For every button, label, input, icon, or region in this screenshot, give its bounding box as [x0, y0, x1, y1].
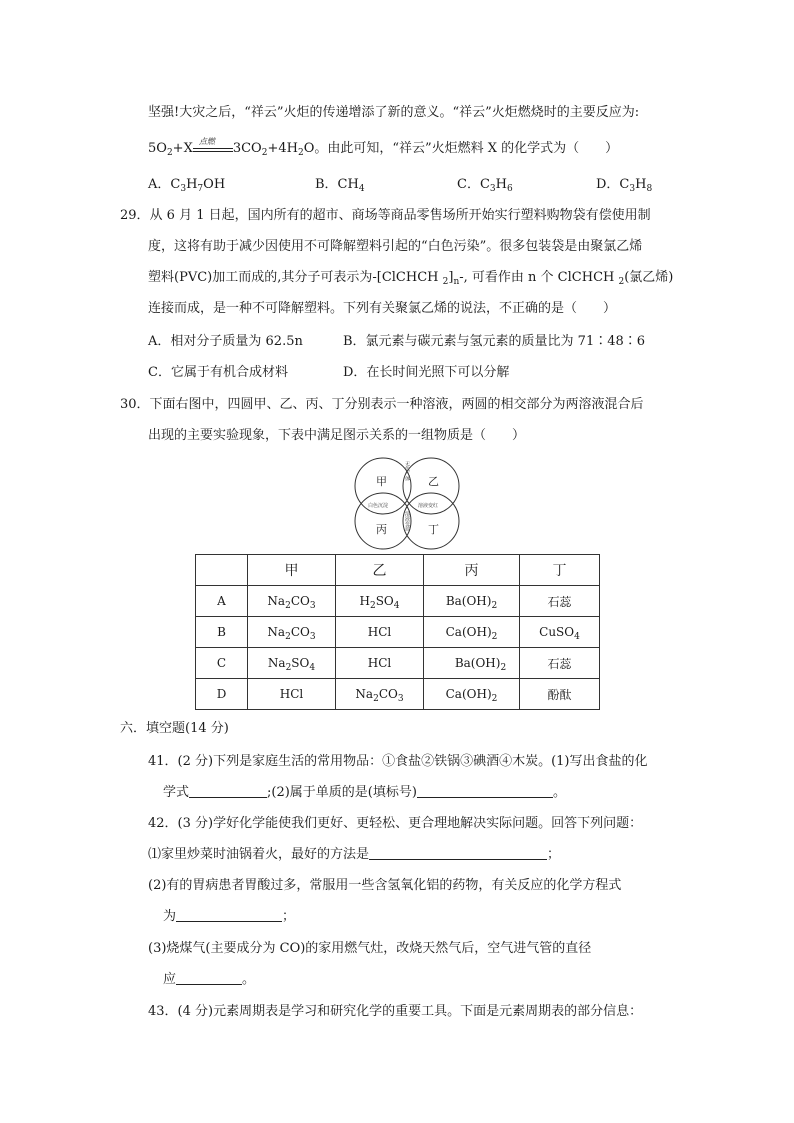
q30-line1: 30．下面右图中，四圆甲、乙、丙、丁分别表示一种溶液，两圆的相交部分为两溶液混合后: [120, 397, 644, 412]
answer-blank[interactable]: [176, 908, 282, 922]
q41-line2: 学式 ;(2)属于单质的是(填标号) 。: [163, 785, 566, 800]
table-header-cell: 丁: [520, 555, 600, 586]
label-ding: 丁: [428, 523, 439, 536]
q28-option-d: D．$C_3H_8$: [596, 177, 653, 194]
q29-line1: 29．从 6 月 1 日起，国内所有的超市、商场等商品零售场所开始实行塑料购物袋有偿使用制: [120, 208, 651, 223]
table-row: [196, 617, 600, 648]
q29-option-b: B．氯元素与碳元素与氢元素的质量比为 71∶48∶6: [343, 334, 646, 349]
q29-option-c: C．它属于有机合成材料: [148, 365, 288, 380]
table-row: [196, 648, 600, 679]
table-header-row: [196, 555, 600, 586]
answer-blank[interactable]: [417, 784, 553, 798]
label-jia: 甲: [376, 475, 387, 488]
q42-line2: ⑴家里炒菜时油锅着火，最好的方法是 ；: [148, 847, 561, 862]
row-key: C: [196, 648, 248, 679]
q43-line1: 43．(4 分)元素周期表是学习和研究化学的重要工具。下面是元素周期表的部分信息：: [148, 1004, 643, 1019]
q29-line3: 塑料(PVC)加工而成的,其分子可表示为-[ClCHCH $_2]_n-$, 可看作由 n 个 ClCHCH $_2$(氯乙烯): [148, 270, 674, 287]
q28-equation: $5O_2+X$ 点燃 $3CO_2+4H_2O$。由此可知，“祥云”火炬燃料 X 的化学式为（ ）: [148, 136, 619, 158]
options-table: [195, 554, 600, 710]
table-cell: $Ba(OH)_2$: [424, 648, 520, 679]
table-cell: $Na_2SO_4$: [248, 648, 336, 679]
overlap-right-text: 溶液变红: [418, 503, 439, 509]
q29-line4: 连接而成，是一种不可降解塑料。下列有关聚氯乙烯的说法，不正确的是（ ）: [148, 301, 617, 316]
table-header-cell: 乙: [336, 555, 424, 586]
table-cell: HCl: [248, 679, 336, 710]
q29-option-d: D．在长时间光照下可以分解: [343, 365, 510, 380]
table-header-cell: 甲: [248, 555, 336, 586]
table-cell: $Na_2CO_3$: [248, 617, 336, 648]
q28-option-c: C．$C_3H_6$: [457, 177, 513, 194]
q42-line5: (3)烧煤气(主要成分为 CO)的家用燃气灶，改烧天然气后，空气进气管的直径: [148, 941, 592, 956]
row-key: B: [196, 617, 248, 648]
overlap-top-text: 无色气体: [404, 461, 410, 481]
table-cell: $Ca(OH)_2$: [424, 617, 520, 648]
reaction-condition-arrow: 点燃: [193, 142, 233, 156]
table-cell: $Na_2CO_3$: [336, 679, 424, 710]
row-key: A: [196, 586, 248, 617]
table-cell: 酚酞: [520, 679, 600, 710]
table-cell: HCl: [336, 617, 424, 648]
q29-line2: 度，这将有助于减少因使用不可降解塑料引起的“白色污染”。很多包装袋是由聚氯乙烯: [148, 239, 643, 254]
answer-blank[interactable]: [176, 971, 242, 985]
table-cell: 石蕊: [520, 648, 600, 679]
q29-option-a: A．相对分子质量为 62.5n: [148, 334, 303, 349]
q28-line1: 坚强!大灾之后，“祥云”火炬的传递增添了新的意义。“祥云”火炬燃烧时的主要反应为:: [148, 105, 640, 120]
q42-line3: (2)有的胃病患者胃酸过多，常服用一些含氢氧化铝的药物，有关反应的化学方程式: [148, 878, 622, 893]
q42-line4: 为 ；: [163, 909, 296, 924]
row-key: D: [196, 679, 248, 710]
table-header-cell: 丙: [424, 555, 520, 586]
venn-diagram: [350, 455, 464, 557]
table-header-cell: [196, 555, 248, 586]
table-row: [196, 586, 600, 617]
table-row: [196, 679, 600, 710]
label-bing: 丙: [376, 523, 387, 536]
q42-line6: 应 。: [163, 972, 256, 987]
section-heading: 六．填空题(14 分): [120, 721, 229, 736]
answer-blank[interactable]: [189, 784, 267, 798]
table-cell: 石蕊: [520, 586, 600, 617]
table-cell: $Na_2CO_3$: [248, 586, 336, 617]
answer-blank[interactable]: [369, 846, 547, 860]
table-cell: HCl: [336, 648, 424, 679]
overlap-bottom-text: 溶液变蓝: [404, 511, 410, 531]
overlap-left-text: 白色沉淀: [368, 503, 389, 509]
table-cell: CuSO$_4$: [520, 617, 600, 648]
q28-option-a: A．$C_3H_7OH$: [148, 177, 226, 194]
table-cell: $Ca(OH)_2$: [424, 679, 520, 710]
table-cell: $Ba(OH)_2$: [424, 586, 520, 617]
q41-line1: 41．(2 分)下列是家庭生活的常用物品：①食盐②铁锅③碘酒④木炭。(1)写出食盐的化: [148, 754, 648, 769]
table-cell: $H_2SO_4$: [336, 586, 424, 617]
q28-option-b: B．$CH_4$: [315, 177, 365, 194]
q42-line1: 42．(3 分)学好化学能使我们更好、更轻松、更合理地解决实际问题。回答下列问题：: [148, 816, 643, 831]
q30-line2: 出现的主要实验现象，下表中满足图示关系的一组物质是（ ）: [148, 428, 526, 443]
label-yi: 乙: [428, 475, 439, 488]
